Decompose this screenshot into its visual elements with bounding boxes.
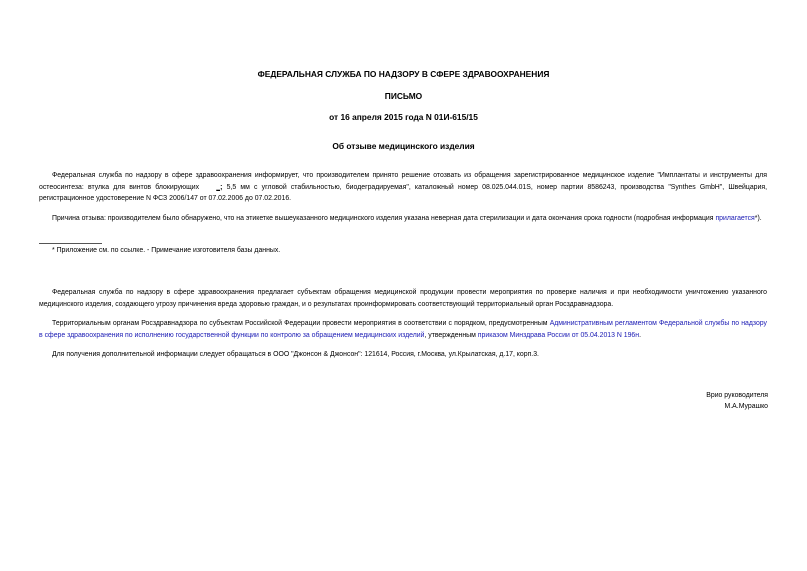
- footnote-separator: [39, 243, 102, 244]
- order-link[interactable]: приказом Минздрава России от 05.04.2013 N 196н: [477, 331, 640, 339]
- paragraph-text: Территориальным органам Росздравнадзора по субъектам Российской Федерации провести мероприятия в соответствии с порядком, предусмотренным: [52, 320, 550, 327]
- regulation-link[interactable]: Административным регламентом Федеральной службы по надзору в сфере здравоохранения по исполнению государственной функции по контролю за обращением медицинских изделий: [39, 320, 767, 339]
- paragraph-recall-notice: [39, 170, 767, 205]
- paragraph-instructions-territorial: [39, 318, 767, 341]
- paragraph-text: 5,5 мм с угловой стабильностью, биодеградируемая", каталожный номер 08.025.044.01S, номер партии 8586243, производства "Synthes GmbH", Швейцария, регистрационное удостоверение N ФСЗ 2006/147 от 07.02.2006 до 07.02.2016.: [39, 183, 768, 202]
- footnote: * Приложение см. по ссылке. - Примечание изготовителя базы данных.: [52, 247, 281, 254]
- document-subject: Об отзыве медицинского изделия: [332, 141, 475, 151]
- paragraph-instructions-subjects: Федеральная служба по надзору в сфере здравоохранения предлагает субъектам обращения медицинской продукции провести мероприятия по проверке наличия и при необходимости уничтожению указанного медицинского изделия, создающего угрозу причинения вреда здоровью граждан, и о результатах проинформировать соответствующий территориальный орган Росздравнадзора.: [39, 289, 767, 308]
- paragraph-text: .: [639, 331, 641, 339]
- agency-title: ФЕДЕРАЛЬНАЯ СЛУЖБА ПО НАДЗОРУ В СФЕРЕ ЗДРАВООХРАНЕНИЯ: [257, 69, 550, 79]
- paragraph-recall-reason: [39, 213, 767, 225]
- paragraph-text: Федеральная служба по надзору в сфере здравоохранения информирует, что производителем принято решение отозвать из обращения зарегистрированное медицинское изделие "Имплантаты и инструменты для остеосинтеза: втулка для винтов блокирующих: [39, 172, 767, 191]
- garbled-symbol: _;: [216, 183, 223, 191]
- document-date-number: от 16 апреля 2015 года N 01И-615/15: [329, 112, 478, 122]
- paragraph-text: Причина отзыва: производителем было обнаружено, что на этикетке вышеуказанного медицинского изделия указана неверная дата стерилизации и дата окончания срока годности (подробная информация: [52, 215, 716, 222]
- paragraph-text: *).: [754, 215, 762, 222]
- signature-position: Врио руководителя: [706, 392, 768, 399]
- document-type: ПИСЬМО: [384, 91, 423, 101]
- paragraph-contact: Для получения дополнительной информации следует обращаться в ООО "Джонсон & Джонсон": 121614, Россия, г.Москва, ул.Крылатская, д.17, корп.3.: [52, 351, 539, 358]
- paragraph-text: , утвержденным: [424, 331, 478, 339]
- signature-name: М.А.Мурашко: [724, 403, 768, 410]
- attachment-link[interactable]: прилагается: [715, 215, 755, 222]
